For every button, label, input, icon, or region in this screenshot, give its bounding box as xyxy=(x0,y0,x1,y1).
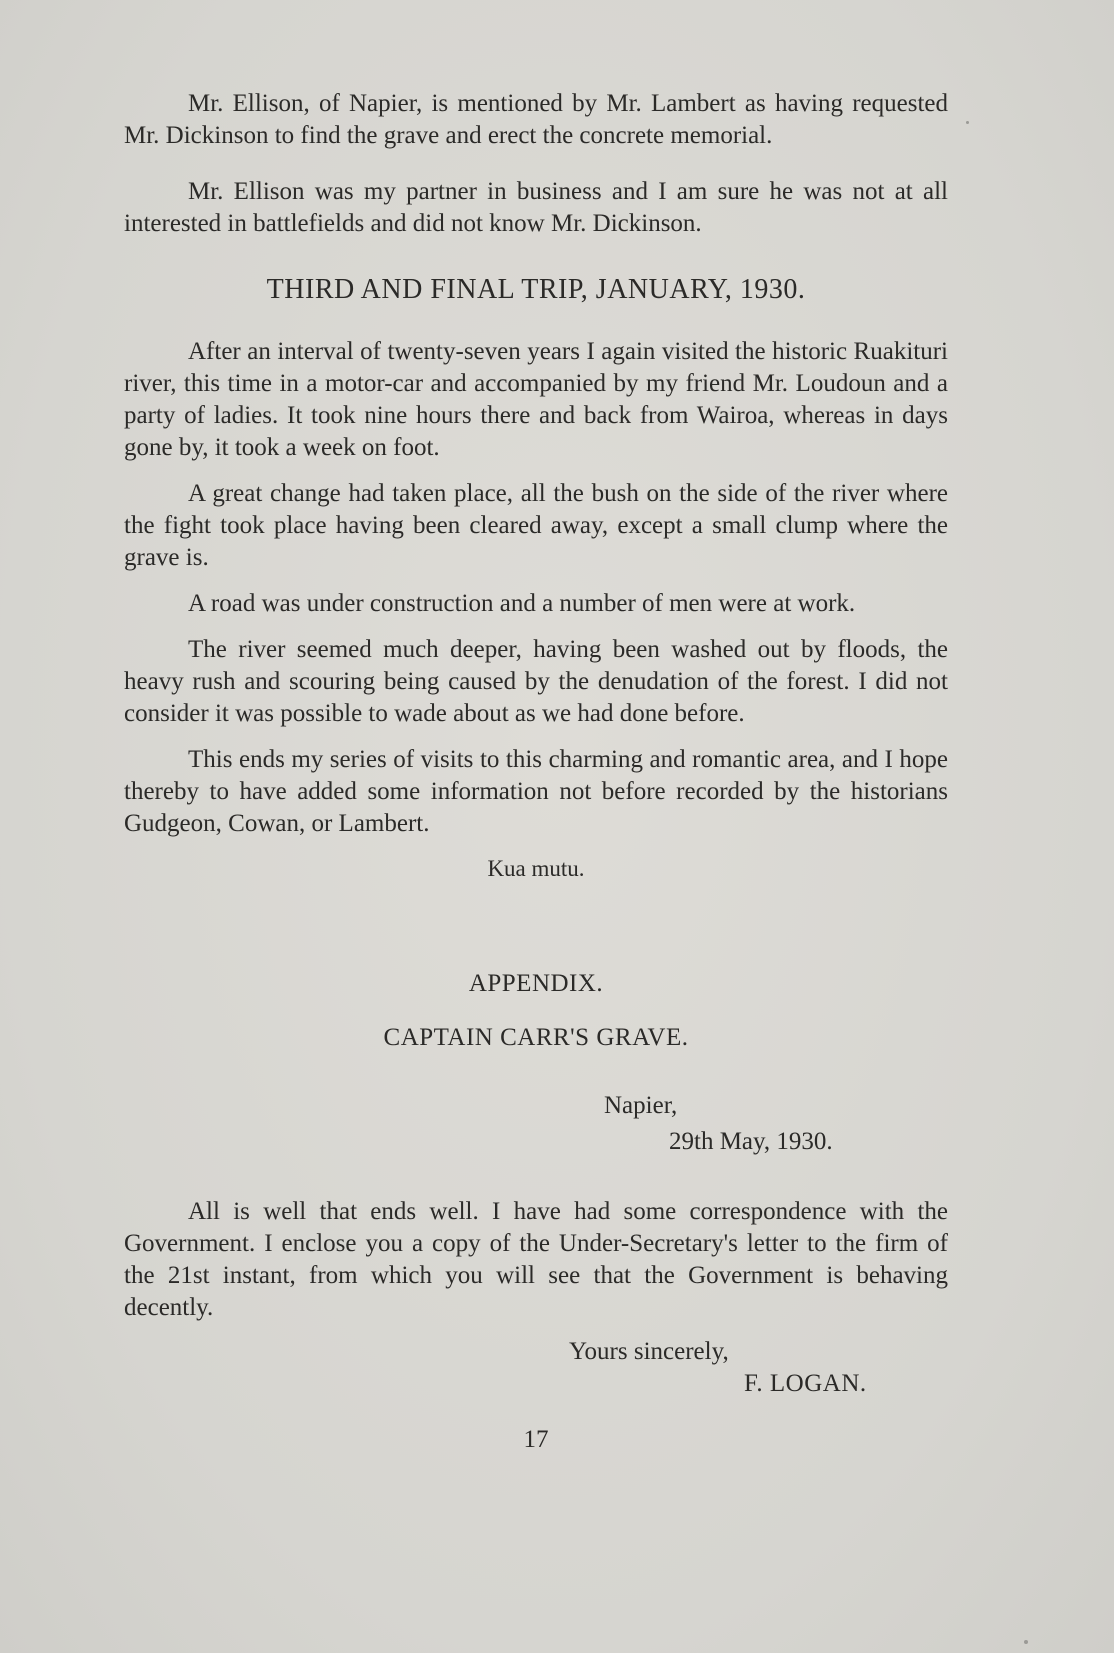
paragraph-ellison-mention: Mr. Ellison, of Napier, is mentioned by Mr. Lambert as having requested Mr. Dickinson to find the grave and erect the concrete memorial. xyxy=(124,90,948,149)
letter-place: Napier, xyxy=(604,1092,678,1119)
paragraph-series-end: This ends my series of visits to this charming and romantic area, and I hope thereby to have added some information not before recorded by the historians Gudgeon, Cowan, or Lambert. xyxy=(124,746,948,837)
letter-signature: F. LOGAN. xyxy=(744,1370,867,1397)
paragraph-ellison-partner: Mr. Ellison was my partner in business and I am sure he was not at all interested in battlefields and did not know Mr. Dickinson. xyxy=(124,178,948,237)
paragraph-river: The river seemed much deeper, having been washed out by floods, the heavy rush and scouring being caused by the denudation of the forest. I did not consider it was possible to wade about as we had done before. xyxy=(124,636,948,727)
page-number: 17 xyxy=(523,1426,549,1453)
paragraph-road: A road was under construction and a number of men were at work. xyxy=(188,590,856,617)
appendix-title: APPENDIX. xyxy=(468,970,604,997)
paragraph-great-change: A great change had taken place, all the bush on the side of the river where the fight took place having been cleared away, except a small clump where the grave is. xyxy=(124,480,948,571)
letter-salutation: Yours sincerely, xyxy=(569,1338,729,1365)
letter-body: All is well that ends well. I have had some correspondence with the Government. I enclose you a copy of the Under-Secretary's letter to the firm of the 21st instant, from which you will see that the Government is behaving decently. xyxy=(124,1198,948,1321)
appendix-subtitle: CAPTAIN CARR'S GRAVE. xyxy=(383,1024,689,1051)
closing-phrase: Kua mutu. xyxy=(487,856,585,881)
paper-fleck xyxy=(1024,1640,1028,1644)
paper-fleck xyxy=(966,121,969,124)
page-content xyxy=(124,88,948,1454)
paragraph-interval: After an interval of twenty-seven years I again visited the historic Ruakituri river, this time in a motor-car and accompanied by my friend Mr. Loudoun and a party of ladies. It took nine hours there and back from Wairoa, whereas in days gone by, it took a week on foot. xyxy=(124,338,948,461)
letter-date: 29th May, 1930. xyxy=(669,1128,833,1155)
section-title: THIRD AND FINAL TRIP, JANUARY, 1930. xyxy=(266,274,806,305)
